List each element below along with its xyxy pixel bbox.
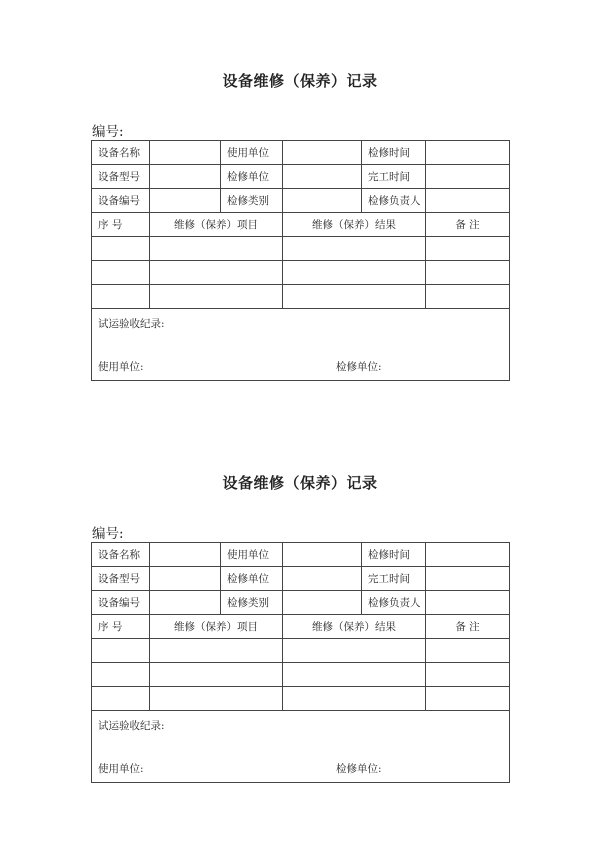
cell-item[interactable]	[150, 639, 283, 663]
user-unit-signature-label: 使用单位:	[98, 361, 144, 373]
label-repair-time: 检修时间	[362, 543, 426, 567]
cell-item[interactable]	[150, 285, 283, 309]
test-record-cell[interactable]	[92, 309, 510, 381]
cell-seq[interactable]	[92, 639, 150, 663]
cell-item[interactable]	[150, 663, 283, 687]
header-seq: 序 号	[92, 615, 150, 639]
cell-remark[interactable]	[426, 639, 510, 663]
header-result: 维修（保养）结果	[283, 213, 426, 237]
cell-remark[interactable]	[426, 261, 510, 285]
record-table	[91, 542, 510, 783]
cell-seq[interactable]	[92, 687, 150, 711]
label-user-unit: 使用单位	[221, 141, 283, 165]
cell-seq[interactable]	[92, 285, 150, 309]
test-record-row	[92, 309, 510, 381]
value-repair-leader[interactable]	[426, 591, 510, 615]
value-device-model[interactable]	[150, 165, 221, 189]
cell-remark[interactable]	[426, 663, 510, 687]
value-repair-unit[interactable]	[283, 567, 362, 591]
value-user-unit[interactable]	[283, 543, 362, 567]
value-device-number[interactable]	[150, 591, 221, 615]
header-remark: 备 注	[426, 213, 510, 237]
value-completion-time[interactable]	[426, 165, 510, 189]
header-remark: 备 注	[426, 615, 510, 639]
value-device-number[interactable]	[150, 189, 221, 213]
value-repair-leader[interactable]	[426, 189, 510, 213]
cell-remark[interactable]	[426, 687, 510, 711]
label-repair-category: 检修类别	[221, 591, 283, 615]
cell-seq[interactable]	[92, 261, 150, 285]
label-device-name: 设备名称	[92, 141, 150, 165]
value-completion-time[interactable]	[426, 567, 510, 591]
label-repair-unit: 检修单位	[221, 165, 283, 189]
info-row	[92, 141, 510, 165]
cell-seq[interactable]	[92, 663, 150, 687]
cell-result[interactable]	[283, 237, 426, 261]
cell-item[interactable]	[150, 687, 283, 711]
label-repair-unit: 检修单位	[221, 567, 283, 591]
test-record-label: 试运验收纪录:	[98, 720, 165, 732]
cell-result[interactable]	[283, 639, 426, 663]
repair-unit-signature-label: 检修单位:	[336, 763, 382, 775]
user-unit-signature-label: 使用单位:	[98, 763, 144, 775]
label-device-number: 设备编号	[92, 189, 150, 213]
info-row	[92, 189, 510, 213]
header-seq: 序 号	[92, 213, 150, 237]
info-row	[92, 567, 510, 591]
column-header-row	[92, 615, 510, 639]
table-row	[92, 663, 510, 687]
label-repair-leader: 检修负责人	[362, 189, 426, 213]
label-repair-time: 检修时间	[362, 141, 426, 165]
value-repair-unit[interactable]	[283, 165, 362, 189]
cell-result[interactable]	[283, 261, 426, 285]
column-header-row	[92, 213, 510, 237]
repair-unit-signature-label: 检修单位:	[336, 361, 382, 373]
cell-remark[interactable]	[426, 285, 510, 309]
table-row	[92, 261, 510, 285]
form-title: 设备维修（保养）记录	[222, 72, 378, 90]
table-row	[92, 687, 510, 711]
value-repair-time[interactable]	[426, 543, 510, 567]
value-device-name[interactable]	[150, 141, 221, 165]
code-label: 编号:	[92, 526, 124, 542]
label-device-number: 设备编号	[92, 591, 150, 615]
value-repair-category[interactable]	[283, 189, 362, 213]
value-user-unit[interactable]	[283, 141, 362, 165]
label-completion-time: 完工时间	[362, 567, 426, 591]
info-row	[92, 591, 510, 615]
cell-remark[interactable]	[426, 237, 510, 261]
code-label: 编号:	[92, 124, 124, 140]
test-record-row	[92, 711, 510, 783]
label-device-model: 设备型号	[92, 567, 150, 591]
info-row	[92, 165, 510, 189]
test-record-cell[interactable]	[92, 711, 510, 783]
value-device-model[interactable]	[150, 567, 221, 591]
record-table	[91, 140, 510, 381]
table-row	[92, 285, 510, 309]
cell-result[interactable]	[283, 285, 426, 309]
value-repair-category[interactable]	[283, 591, 362, 615]
label-device-name: 设备名称	[92, 543, 150, 567]
header-result: 维修（保养）结果	[283, 615, 426, 639]
value-device-name[interactable]	[150, 543, 221, 567]
header-item: 维修（保养）项目	[150, 615, 283, 639]
table-row	[92, 639, 510, 663]
label-user-unit: 使用单位	[221, 543, 283, 567]
cell-result[interactable]	[283, 687, 426, 711]
form-title: 设备维修（保养）记录	[222, 474, 378, 492]
cell-seq[interactable]	[92, 237, 150, 261]
cell-item[interactable]	[150, 261, 283, 285]
label-device-model: 设备型号	[92, 165, 150, 189]
cell-item[interactable]	[150, 237, 283, 261]
table-row	[92, 237, 510, 261]
label-repair-category: 检修类别	[221, 189, 283, 213]
test-record-label: 试运验收纪录:	[98, 318, 165, 330]
header-item: 维修（保养）项目	[150, 213, 283, 237]
info-row	[92, 543, 510, 567]
label-completion-time: 完工时间	[362, 165, 426, 189]
value-repair-time[interactable]	[426, 141, 510, 165]
cell-result[interactable]	[283, 663, 426, 687]
label-repair-leader: 检修负责人	[362, 591, 426, 615]
